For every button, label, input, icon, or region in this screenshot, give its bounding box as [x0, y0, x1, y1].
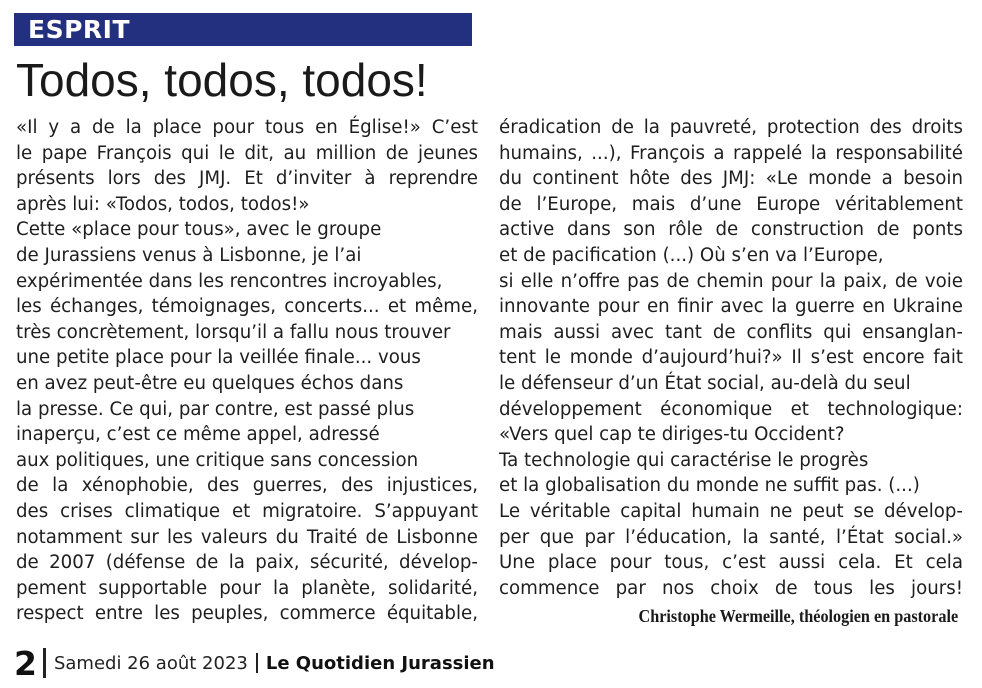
body-line: innovante pour en finir avec la guerre en Ukraine	[499, 296, 963, 318]
author-signature: Christophe Wermeille, théologien en pastorale	[638, 606, 958, 626]
body-line: en avez peut-être eu quelques échos dans	[16, 372, 404, 394]
body-line: Cette «place pour tous», avec le groupe	[16, 219, 382, 241]
body-line: après lui: «Todos, todos, todos!»	[16, 193, 310, 215]
body-line: la presse. Ce qui, par contre, est passé plus	[16, 398, 415, 420]
article-column-2	[499, 115, 963, 601]
body-line: Une place pour tous, c’est aussi cela. Et cela	[499, 552, 963, 574]
footer-divider	[43, 648, 46, 678]
body-line: tent le monde d’aujourd’hui?» Il s’est encore fait	[499, 347, 963, 369]
body-line: respect entre les peuples, commerce équitable,	[16, 603, 478, 625]
body-line: et la globalisation du monde ne suffit pas. (...)	[499, 475, 920, 497]
body-line: présents lors des JMJ. Et d’inviter à reprendre	[16, 168, 478, 190]
body-line: inaperçu, c’est ce même appel, adressé	[16, 424, 380, 446]
body-line: expérimentée dans les rencontres incroyables,	[16, 270, 443, 292]
body-line: commence par nos choix de tous les jours!	[499, 577, 963, 599]
body-line: aux politiques, une critique sans concession	[16, 449, 419, 471]
page-footer	[14, 643, 495, 683]
body-line: de la xénophobie, des guerres, des injustices,	[16, 475, 478, 497]
body-line: humains, ...), François a rappelé la responsabilité	[499, 142, 963, 164]
section-rubric-label: ESPRIT	[28, 15, 131, 44]
body-line: pement supportable pour la planète, solidarité,	[16, 577, 478, 599]
body-line: très concrètement, lorsqu’il a fallu nous trouver	[16, 321, 451, 343]
body-line: le pape François qui le dit, au million de jeunes	[16, 142, 478, 164]
body-line: «Vers quel cap te diriges-tu Occident?	[499, 424, 845, 446]
body-line: mais aussi avec tant de conflits qui ensanglan-	[499, 321, 963, 343]
publication-date: Samedi 26 août 2023	[53, 652, 248, 674]
body-line: «Il y a de la place pour tous en Église!» C’est	[16, 117, 478, 138]
body-line: active dans son rôle de construction de ponts	[499, 219, 963, 241]
body-line: du continent hôte des JMJ: «Le monde a besoin	[499, 168, 963, 190]
body-line: les échanges, témoignages, concerts... et même,	[16, 296, 478, 318]
article-column-1	[16, 115, 478, 627]
page-number: 2	[14, 643, 37, 683]
body-line: et de pacification (...) Où s’en va l’Europe,	[499, 244, 884, 266]
body-line: le défenseur d’un État social, au-delà du seul	[499, 372, 911, 394]
body-line: Ta technologie qui caractérise le progrès	[499, 449, 869, 471]
body-line: une petite place pour la veillée finale... vous	[16, 347, 421, 369]
body-line: de 2007 (défense de la paix, sécurité, dévelop-	[16, 552, 478, 574]
body-line: des crises climatique et migratoire. S’appuyant	[16, 500, 478, 522]
body-line: de l’Europe, mais d’une Europe véritablement	[499, 193, 963, 215]
body-line: Le véritable capital humain ne peut se dévelop-	[499, 500, 963, 522]
body-line: éradication de la pauvreté, protection des droits	[499, 117, 963, 138]
body-line: développement économique et technologique:	[499, 398, 963, 420]
body-line: si elle n’offre pas de chemin pour la paix, de voie	[499, 270, 963, 292]
body-line: per que par l’éducation, la santé, l’État social.»	[499, 526, 963, 548]
article-headline: Todos, todos, todos!	[16, 54, 428, 106]
footer-separator	[256, 653, 258, 673]
newspaper-name: Le Quotidien Jurassien	[265, 652, 495, 674]
section-rubric	[14, 13, 472, 46]
body-line: de Jurassiens venus à Lisbonne, je l’ai	[16, 244, 362, 266]
body-line: notamment sur les valeurs du Traité de Lisbonne	[16, 526, 478, 548]
